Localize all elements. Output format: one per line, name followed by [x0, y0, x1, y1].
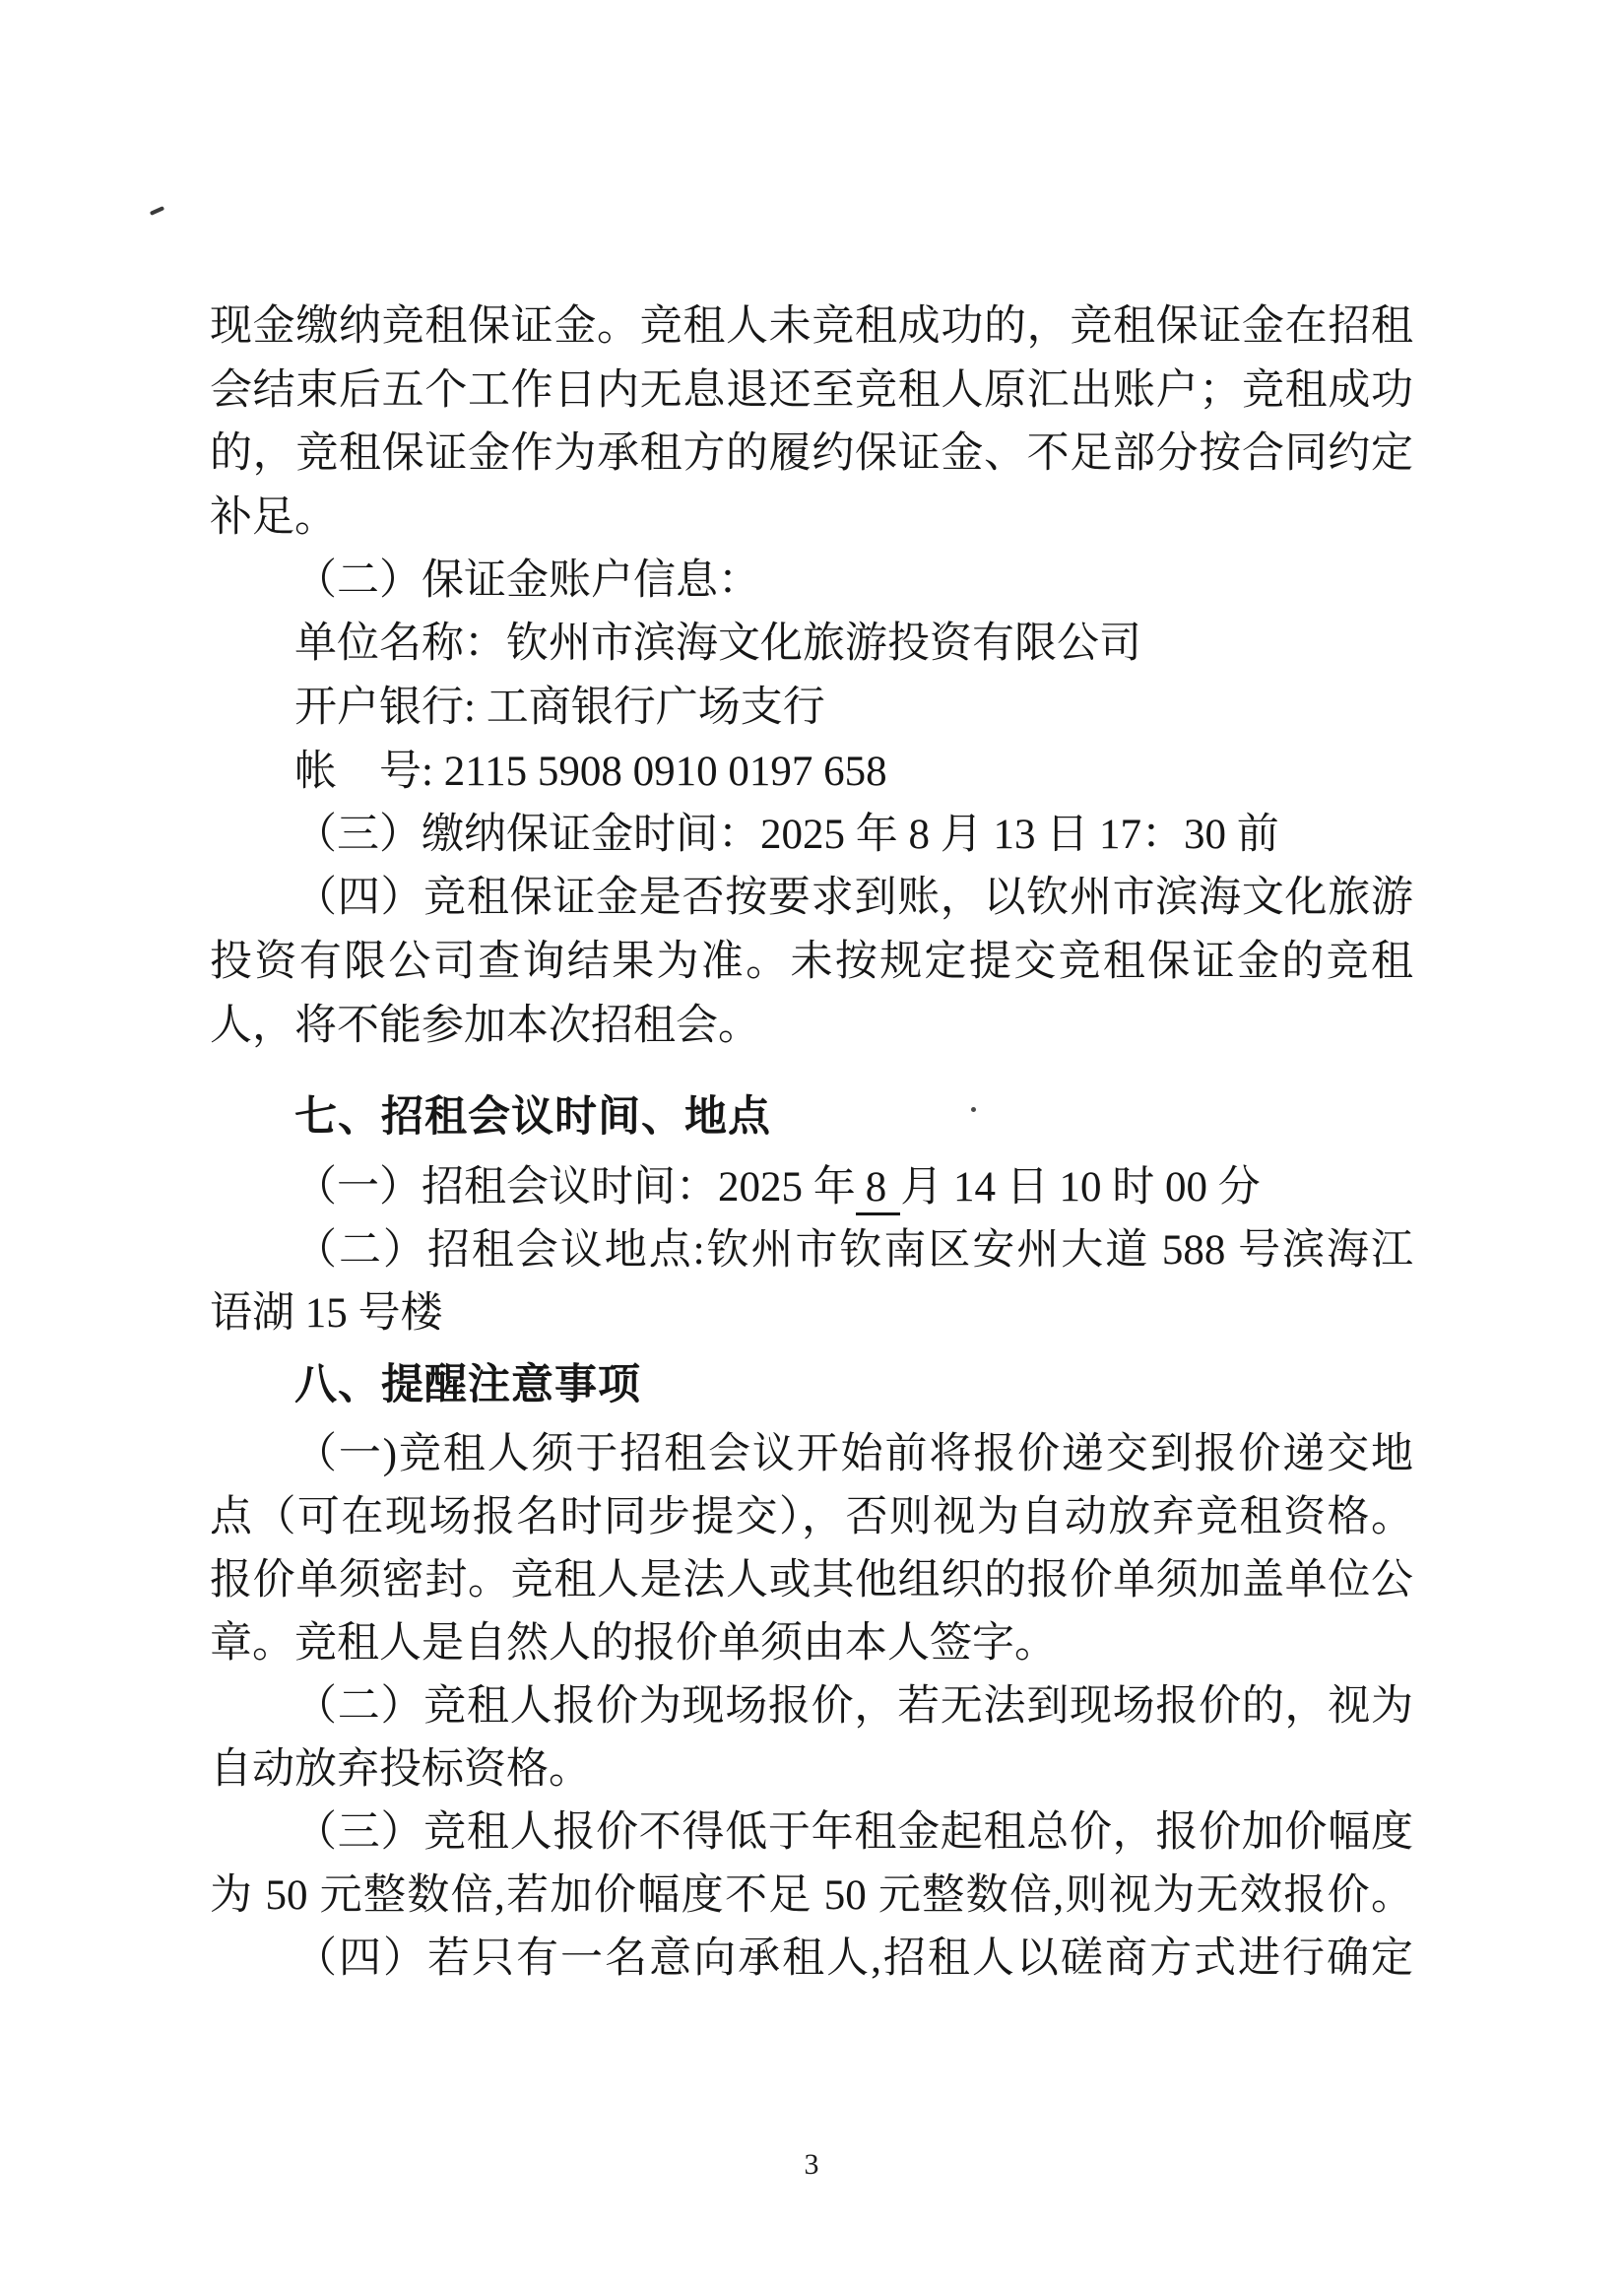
text-line: 自动放弃投标资格。: [210, 1746, 591, 1793]
text-line: 为 50 元整数倍,若加价幅度不足 50 元整数倍,则视为无效报价。: [210, 1872, 1413, 1919]
text-segment: 月 14 日 10 时 00 分: [900, 1164, 1261, 1211]
stray-dot: [971, 1107, 976, 1112]
page-number: 3: [804, 2148, 819, 2181]
document-body: [210, 0, 1413, 2291]
section-heading: 七、招租会议时间、地点: [294, 1093, 771, 1141]
text-line: （四）若只有一名意向承租人,招租人以磋商方式进行确定: [294, 1935, 1413, 1982]
text-line: 点（可在现场报名时同步提交），否则视为自动放弃竞租资格。: [210, 1494, 1413, 1540]
text-line: 开户银行: 工商银行广场支行: [294, 685, 825, 731]
text-line: （二）招租会议地点:钦州市钦南区安州大道 588 号滨海江: [294, 1227, 1413, 1274]
underlined-month-value: 8: [856, 1164, 901, 1215]
text-line: （二）竞租人报价为现场报价，若无法到现场报价的，视为: [294, 1683, 1413, 1730]
text-line: 单位名称：钦州市滨海文化旅游投资有限公司: [294, 621, 1141, 667]
text-line: （三）竞租人报价不得低于年租金起租总价，报价加价幅度: [294, 1809, 1413, 1856]
text-line: 报价单须密封。竞租人是法人或其他组织的报价单须加盖单位公: [210, 1557, 1413, 1604]
text-line: 语湖 15 号楼: [210, 1290, 443, 1337]
text-line: 的，竞租保证金作为承租方的履约保证金、不足部分按合同约定: [210, 430, 1413, 477]
text-line: 会结束后五个工作日内无息退还至竞租人原汇出账户；竞租成功: [210, 367, 1413, 414]
text-line: 补足。: [210, 494, 337, 541]
text-line: [210, 1162, 1413, 1213]
stray-mark: [150, 206, 164, 216]
text-segment: （一）招租会议时间：2025 年: [294, 1164, 856, 1211]
section-heading: 八、提醒注意事项: [294, 1361, 641, 1408]
text-line: 投资有限公司查询结果为准。未按规定提交竞租保证金的竞租: [210, 939, 1413, 985]
text-line: （二）保证金账户信息：: [294, 557, 760, 604]
text-line: 帐 号: 2115 5908 0910 0197 658: [294, 749, 887, 795]
text-line: 章。竞租人是自然人的报价单须由本人签字。: [210, 1620, 1057, 1667]
text-line: （三）缴纳保证金时间：2025 年 8 月 13 日 17：30 前: [294, 812, 1279, 858]
text-line: 现金缴纳竞租保证金。竞租人未竞租成功的，竞租保证金在招租: [210, 303, 1413, 350]
text-line: 人，将不能参加本次招租会。: [210, 1003, 760, 1049]
text-line: （四）竞租保证金是否按要求到账，以钦州市滨海文化旅游: [294, 875, 1413, 921]
text-line: （一)竞租人须于招租会议开始前将报价递交到报价递交地: [294, 1431, 1413, 1477]
